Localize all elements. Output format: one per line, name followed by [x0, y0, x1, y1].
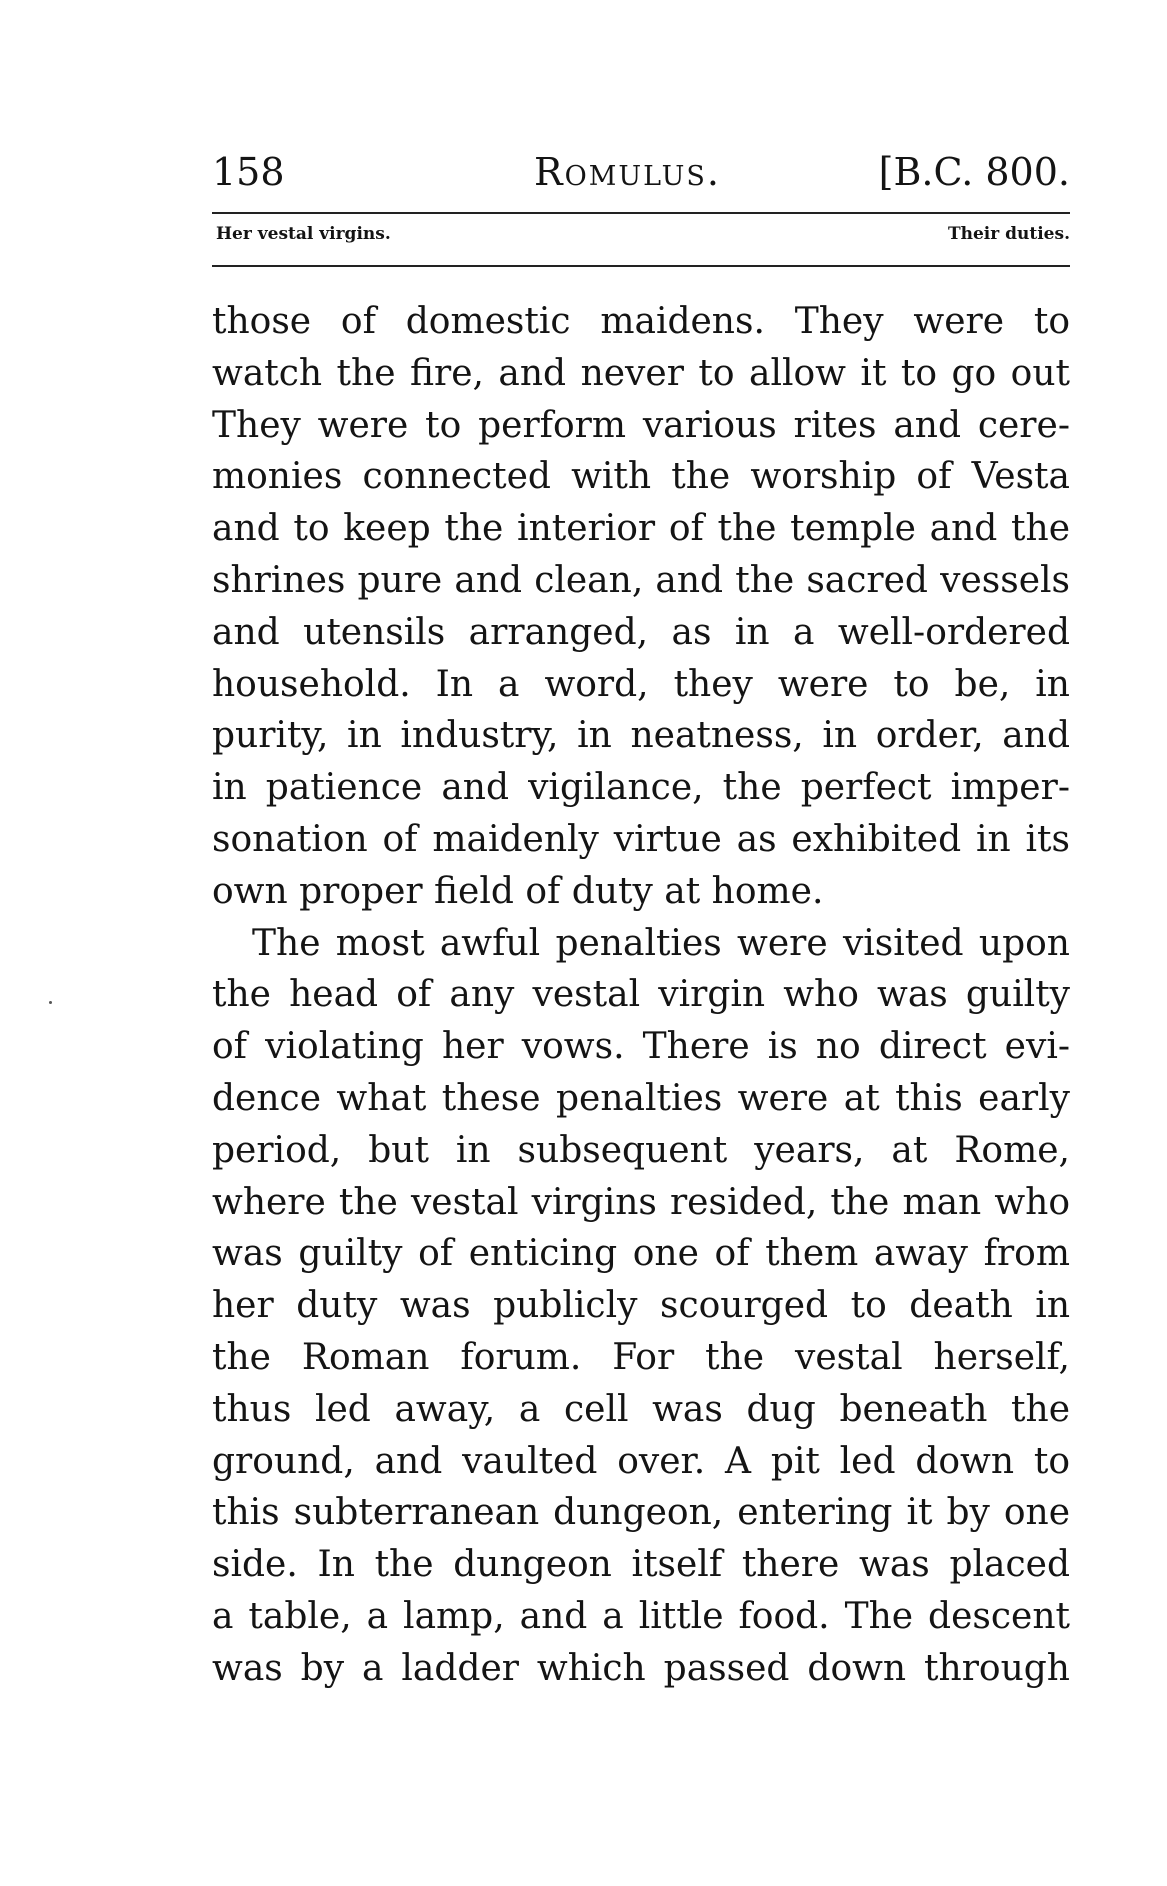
marginal-note-left: Her vestal virgins. [216, 224, 391, 244]
text-line: The most awful penalties were visited upon [252, 922, 1070, 964]
text-line: and to keep the interior of the temple and the [212, 508, 1070, 550]
text-line: of violating her vows. There is no direct evi- [212, 1026, 1070, 1068]
text-line: period, but in subsequent years, at Rome, [212, 1129, 1070, 1171]
marginal-note-right: Their duties. [947, 224, 1070, 244]
text-line: They were to perform various rites and cere- [212, 404, 1070, 446]
text-line: and utensils arranged, as in a well-ordered [212, 611, 1070, 653]
header-rule-top [212, 212, 1070, 214]
body-text [212, 296, 1070, 1695]
text-line: thus led away, a cell was dug beneath the [212, 1388, 1070, 1430]
text-line: the Roman forum. For the vestal herself, [212, 1336, 1070, 1378]
text-line: monies connected with the worship of Vesta [212, 456, 1070, 498]
text-line: this subterranean dungeon, entering it by one [212, 1492, 1070, 1534]
text-line: side. In the dungeon itself there was placed [212, 1544, 1070, 1586]
text-line: dence what these penalties were at this early [212, 1077, 1070, 1119]
text-line: purity, in industry, in neatness, in order, and [212, 715, 1070, 757]
paragraph-1 [212, 296, 1070, 918]
text-line: the head of any vestal virgin who was guilty [212, 974, 1070, 1016]
text-line: was guilty of enticing one of them away from [212, 1233, 1070, 1275]
running-head [212, 150, 1070, 206]
text-line: sonation of maidenly virtue as exhibited in its [212, 818, 1070, 860]
text-line: those of domestic maidens. They were to [212, 301, 1070, 342]
stray-ink-mark [49, 1001, 52, 1004]
date-label: [B.C. 800. [878, 150, 1070, 194]
text-line: was by a ladder which passed down through [212, 1647, 1070, 1689]
text-line: own proper field of duty at home. [212, 870, 824, 912]
text-line: household. In a word, they were to be, in [212, 663, 1070, 705]
text-line: her duty was publicly scourged to death in [212, 1285, 1070, 1327]
text-line: shrines pure and clean, and the sacred vessels [212, 559, 1070, 601]
text-line: a table, a lamp, and a little food. The descent [212, 1595, 1070, 1637]
page-number: 158 [212, 150, 285, 194]
text-line: watch the fire, and never to allow it to go out [212, 352, 1070, 394]
running-title: Romulus. [534, 150, 721, 194]
text-line: in patience and vigilance, the perfect imper- [212, 767, 1070, 809]
header-rule-bottom [212, 265, 1070, 267]
text-line: where the vestal virgins resided, the man who [212, 1181, 1070, 1223]
text-line: ground, and vaulted over. A pit led down to [212, 1440, 1070, 1482]
paragraph-2 [212, 918, 1070, 1695]
